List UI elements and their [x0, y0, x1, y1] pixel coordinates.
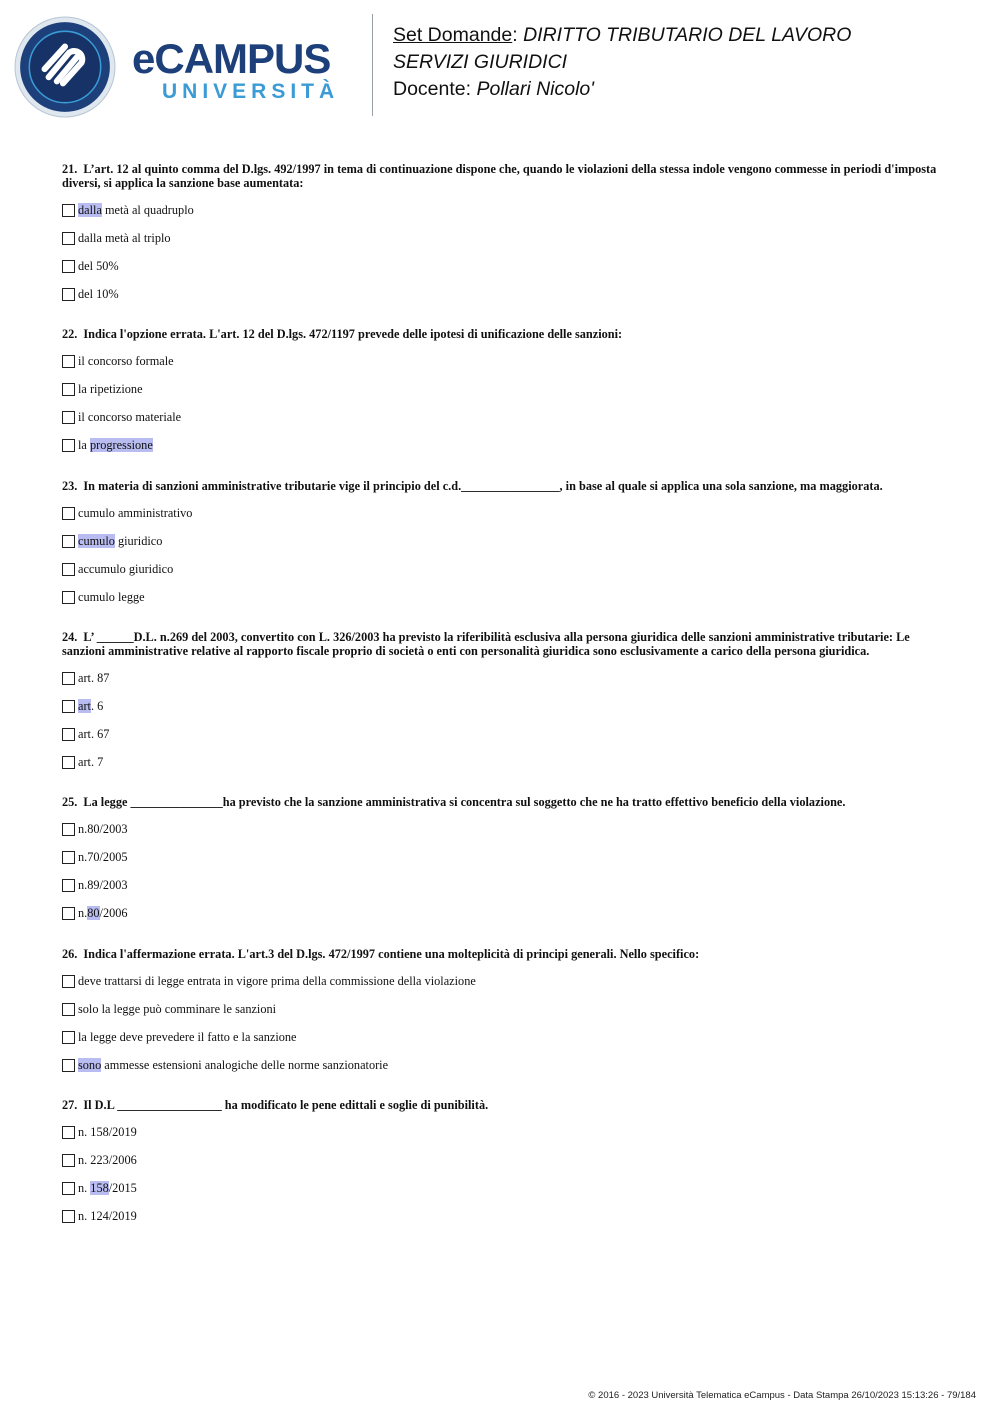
set-title-line2: SERVIZI GIURIDICI [393, 51, 568, 73]
answer-checkbox[interactable] [62, 700, 75, 713]
answer-label: n.89/2003 [78, 878, 128, 892]
answer-option[interactable] [62, 967, 942, 995]
question-text [62, 631, 942, 658]
question-list [62, 163, 942, 1231]
answer-option[interactable] [62, 252, 942, 280]
answer-checkbox[interactable] [62, 535, 75, 548]
question-spacer [62, 460, 942, 480]
question-text [62, 328, 942, 342]
answer-checkbox[interactable] [62, 411, 75, 424]
question-spacer [62, 308, 942, 328]
question-spacer [62, 928, 942, 948]
answer-label: del 10% [78, 286, 119, 301]
answer-label: solo la legge può comminare le sanzioni [78, 1001, 277, 1016]
answer-highlight: cumulo [78, 533, 115, 548]
answer-checkbox[interactable] [62, 1154, 75, 1167]
answer-option[interactable] [62, 844, 942, 872]
question-text [62, 480, 942, 494]
answer-option[interactable] [62, 1175, 942, 1203]
answer-label: n. 124/2019 [78, 1209, 137, 1223]
answer-checkbox[interactable] [62, 232, 75, 245]
question-body: La legge _______________ha previsto che la sanzione amministrativa si concentra sul soggetto che ne ha tratto effettivo beneficio della violazione. [83, 795, 846, 809]
question-block [62, 631, 942, 776]
answer-label: accumulo giuridico [78, 561, 174, 576]
question-body: Indica l'affermazione errata. L'art.3 del D.lgs. 472/1997 contiene una molteplicità di principi generali. Nello specifico: [83, 946, 700, 961]
question-number: 21. [62, 162, 78, 176]
answer-label: n.80/2006 [78, 906, 128, 920]
docente-line [393, 76, 851, 103]
answer-label: art. 6 [78, 698, 104, 713]
answer-highlight: progressione [89, 438, 153, 452]
question-number: 25. [62, 795, 78, 809]
answer-checkbox[interactable] [62, 879, 75, 892]
answer-highlight: sono [78, 1057, 102, 1072]
answer-label: il concorso formale [78, 354, 174, 368]
answer-label: cumulo legge [78, 589, 145, 604]
set-label: Set Domande [393, 24, 513, 46]
question-body: L’art. 12 al quinto comma del D.lgs. 492/1997 in tema di continuazione dispone che, quando le violazioni della stessa indole vengono commesse in periodi d'imposta diversi, si applica la sanzione base aumentata: [62, 162, 937, 190]
answer-checkbox[interactable] [62, 1182, 75, 1195]
answer-highlight: dalla [78, 202, 102, 217]
answer-option[interactable] [62, 1051, 942, 1079]
question-block [62, 328, 942, 460]
header-divider [372, 14, 373, 116]
answer-option[interactable] [62, 1119, 942, 1147]
answer-option[interactable] [62, 196, 942, 224]
question-block [62, 480, 942, 612]
page-header [0, 0, 1000, 130]
answer-highlight: 158 [90, 1181, 109, 1195]
answer-highlight: 80 [87, 906, 100, 920]
question-text [62, 1099, 942, 1113]
question-spacer [62, 776, 942, 796]
question-block [62, 163, 942, 308]
answer-option[interactable] [62, 748, 942, 776]
answer-option[interactable] [62, 404, 942, 432]
answer-checkbox[interactable] [62, 1059, 75, 1072]
set-title: DIRITTO TRIBUTARIO DEL LAVORO [523, 24, 852, 46]
answer-checkbox[interactable] [62, 591, 75, 604]
answer-option[interactable] [62, 1023, 942, 1051]
answer-checkbox[interactable] [62, 355, 75, 368]
answer-label: del 50% [78, 258, 119, 273]
answer-option[interactable] [62, 555, 942, 583]
answer-option[interactable] [62, 1203, 942, 1231]
answer-option[interactable] [62, 872, 942, 900]
answer-checkbox[interactable] [62, 507, 75, 520]
docente-label: Docente: [393, 78, 472, 100]
answer-checkbox[interactable] [62, 1126, 75, 1139]
answer-option[interactable] [62, 995, 942, 1023]
answer-option[interactable] [62, 1147, 942, 1175]
answer-checkbox[interactable] [62, 756, 75, 769]
answer-checkbox[interactable] [62, 851, 75, 864]
question-number: 27. [62, 1098, 78, 1112]
question-spacer [62, 611, 942, 631]
question-body: L’ ______D.L. n.269 del 2003, convertito con L. 326/2003 ha previsto la riferibilità esclusiva alla persona giuridica delle sanzioni amministrative tributarie: Le sanzioni amministrative relative al rapporto fiscale proprio di società o enti con personalità giuridica sono esclusivamente a carico della persona giuridica. [62, 630, 910, 658]
answer-checkbox[interactable] [62, 728, 75, 741]
question-body: In materia di sanzioni amministrative tributarie vige il principio del c.d.________________, in base al quale si applica una sola sanzione, ma maggiorata. [83, 478, 883, 493]
answer-label: sono ammesse estensioni analogiche delle norme sanzionatorie [78, 1057, 389, 1072]
question-text [62, 948, 942, 962]
question-body: Indica l'opzione errata. L'art. 12 del D.lgs. 472/1197 prevede delle ipotesi di unificazione delle sanzioni: [83, 327, 623, 341]
answer-label: n.70/2005 [78, 850, 128, 864]
answer-label: dalla metà al triplo [78, 230, 171, 245]
question-block [62, 1099, 942, 1231]
question-block [62, 948, 942, 1080]
answer-label: n. 158/2019 [78, 1125, 137, 1139]
ecampus-seal-icon [14, 16, 116, 118]
answer-option[interactable] [62, 664, 942, 692]
answer-checkbox[interactable] [62, 1003, 75, 1016]
answer-label: n.80/2003 [78, 822, 128, 836]
question-block [62, 796, 942, 928]
docente-name: Pollari Nicolo' [476, 78, 594, 100]
answer-label: n. 158/2015 [78, 1181, 137, 1195]
question-number: 24. [62, 630, 78, 644]
answer-label: dalla metà al quadruplo [78, 202, 194, 217]
answer-label: deve trattarsi di legge entrata in vigore prima della commissione della violazione [78, 973, 476, 988]
answer-option[interactable] [62, 816, 942, 844]
answer-option[interactable] [62, 720, 942, 748]
answer-checkbox[interactable] [62, 1031, 75, 1044]
question-number: 23. [62, 478, 78, 493]
answer-label: n. 223/2006 [78, 1153, 137, 1167]
answer-label: la progressione [78, 438, 153, 452]
answer-checkbox[interactable] [62, 204, 75, 217]
answer-option[interactable] [62, 527, 942, 555]
question-body: Il D.L _________________ ha modificato le pene edittali e soglie di punibilità. [83, 1098, 489, 1112]
answer-label: la ripetizione [78, 382, 143, 396]
answer-checkbox[interactable] [62, 383, 75, 396]
answer-checkbox[interactable] [62, 672, 75, 685]
answer-option[interactable] [62, 376, 942, 404]
answer-label: il concorso materiale [78, 410, 182, 424]
answer-checkbox[interactable] [62, 563, 75, 576]
question-text [62, 163, 942, 190]
answer-label: art. 67 [78, 726, 110, 741]
question-text [62, 796, 942, 810]
question-number: 22. [62, 327, 78, 341]
answer-checkbox[interactable] [62, 1210, 75, 1223]
answer-highlight: art [78, 698, 91, 713]
header-info [393, 22, 851, 103]
question-number: 26. [62, 946, 78, 961]
answer-label: la legge deve prevedere il fatto e la sanzione [78, 1029, 297, 1044]
page-footer: © 2016 - 2023 Università Telematica eCampus - Data Stampa 26/10/2023 15:13:26 - 79/184 [588, 1390, 976, 1401]
answer-checkbox[interactable] [62, 907, 75, 920]
answer-option[interactable] [62, 280, 942, 308]
answer-label: art. 7 [78, 754, 104, 769]
answer-checkbox[interactable] [62, 975, 75, 988]
answer-option[interactable] [62, 224, 942, 252]
answer-label: cumulo giuridico [78, 533, 163, 548]
answer-option[interactable] [62, 692, 942, 720]
answer-checkbox[interactable] [62, 260, 75, 273]
answer-option[interactable] [62, 432, 942, 460]
answer-option[interactable] [62, 583, 942, 611]
answer-label: cumulo amministrativo [78, 505, 193, 520]
answer-option[interactable] [62, 499, 942, 527]
set-title-line1: Set Domande: DIRITTO TRIBUTARIO DEL LAVORO [393, 24, 852, 46]
answer-label: art. 87 [78, 670, 110, 685]
ecampus-logo [132, 35, 356, 112]
answer-option[interactable] [62, 900, 942, 928]
answer-checkbox[interactable] [62, 288, 75, 301]
logo-sub-text: UNIVERSITÀ [162, 80, 340, 103]
answer-checkbox[interactable] [62, 439, 75, 452]
logo-main-text: eCAMPUS [132, 35, 331, 82]
answer-option[interactable] [62, 348, 942, 376]
question-spacer [62, 1079, 942, 1099]
answer-checkbox[interactable] [62, 823, 75, 836]
